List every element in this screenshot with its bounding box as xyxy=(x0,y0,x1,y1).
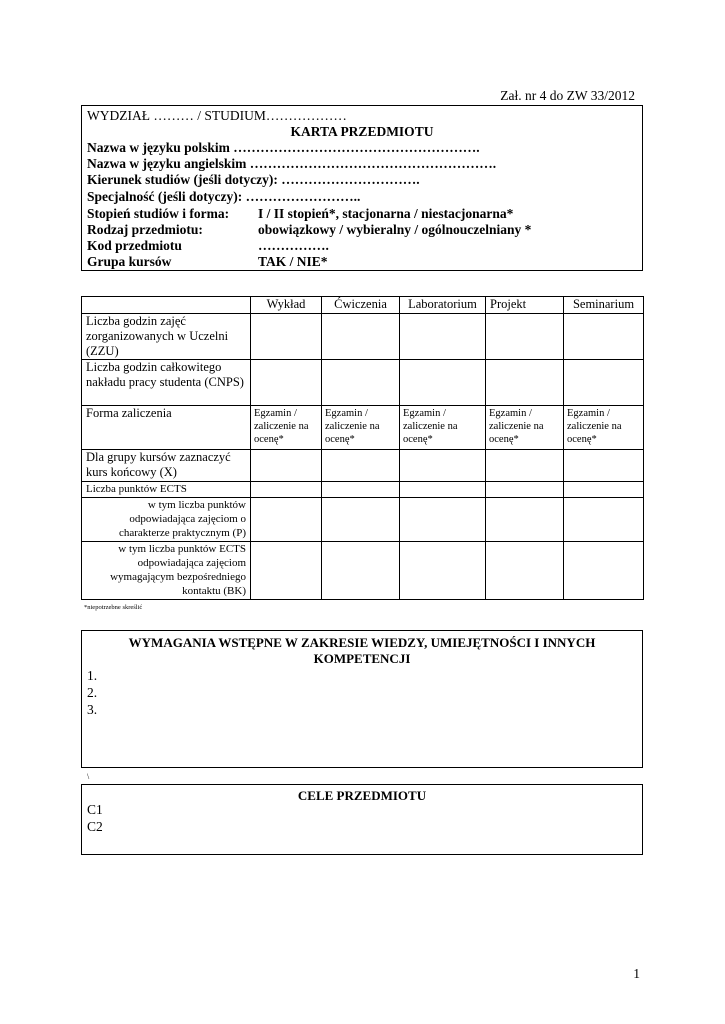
card-title: KARTA PRZEDMIOTU xyxy=(290,124,434,139)
row-label-cnps: Liczba godzin całkowitego nakładu pracy studenta (CNPS) xyxy=(82,360,251,406)
table-cell[interactable] xyxy=(400,450,486,482)
row-label-zzu: Liczba godzin zajęć zorganizowanych w Uczelni (ZZU) xyxy=(82,314,251,360)
table-cell[interactable] xyxy=(322,498,400,542)
objectives-title: CELE PRZEDMIOTU xyxy=(297,788,427,803)
table-cell[interactable] xyxy=(486,360,564,406)
table-cell[interactable] xyxy=(322,450,400,482)
table-header-row xyxy=(82,297,644,314)
form-value-lecture[interactable]: Egzamin / zaliczenie na ocenę* xyxy=(251,406,322,450)
table-cell[interactable] xyxy=(322,542,400,600)
table-cell[interactable] xyxy=(564,360,644,406)
table-cell[interactable] xyxy=(322,482,400,498)
row-label-practical: w tym liczba punktów odpowiadająca zajęciom o charakterze praktycznym (P) xyxy=(82,498,251,542)
field-course-group-value: TAK / NIE* xyxy=(258,254,328,269)
list-item: 3. xyxy=(87,702,98,717)
table-cell[interactable] xyxy=(564,314,644,360)
table-cell[interactable] xyxy=(564,450,644,482)
course-card-header-box xyxy=(81,105,643,271)
field-degree-label: Stopień studiów i forma: xyxy=(87,206,230,221)
table-cell[interactable] xyxy=(564,542,644,600)
column-header-exercises: Ćwiczenia xyxy=(322,297,400,314)
table-row xyxy=(82,314,644,360)
list-item: 1. xyxy=(87,668,98,683)
table-cell[interactable] xyxy=(400,482,486,498)
table-cell[interactable] xyxy=(322,360,400,406)
field-specialization-label: Specjalność (jeśli dotyczy): …………………….. xyxy=(87,189,361,204)
prerequisites-title: WYMAGANIA WSTĘPNE W ZAKRESIE WIEDZY, UMIEJĘTNOŚCI I INNYCH KOMPETENCJI xyxy=(128,635,596,666)
prerequisites-box xyxy=(81,630,643,768)
field-degree-value: I / II stopień*, stacjonarna / niestacjonarna* xyxy=(258,206,514,221)
prerequisites-list xyxy=(87,667,97,718)
table-cell[interactable] xyxy=(251,498,322,542)
table-row xyxy=(82,450,644,482)
table-cell[interactable] xyxy=(251,450,322,482)
table-cell[interactable] xyxy=(400,314,486,360)
field-polish-name-label: Nazwa w języku polskim ………………………………………………. xyxy=(87,140,480,155)
stray-mark: \ xyxy=(87,772,90,781)
table-row xyxy=(82,498,644,542)
table-cell[interactable] xyxy=(486,314,564,360)
row-label-form: Forma zaliczenia xyxy=(82,406,251,450)
list-item: C1 xyxy=(87,802,103,817)
form-value-laboratory[interactable]: Egzamin / zaliczenie na ocenę* xyxy=(400,406,486,450)
column-header-laboratory: Laboratorium xyxy=(400,297,486,314)
table-row xyxy=(82,360,644,406)
form-value-seminar[interactable]: Egzamin / zaliczenie na ocenę* xyxy=(564,406,644,450)
column-header-project: Projekt xyxy=(486,297,564,314)
table-cell[interactable] xyxy=(322,314,400,360)
list-item: 2. xyxy=(87,685,98,700)
form-value-exercises[interactable]: Egzamin / zaliczenie na ocenę* xyxy=(322,406,400,450)
field-field-of-study-label: Kierunek studiów (jeśli dotyczy): …………………………. xyxy=(87,172,420,187)
hours-table xyxy=(81,296,644,600)
faculty-line: WYDZIAŁ ……… / STUDIUM……………… xyxy=(87,108,347,123)
field-course-group-label: Grupa kursów xyxy=(87,254,172,269)
table-cell[interactable] xyxy=(251,360,322,406)
row-label-ects: Liczba punktów ECTS xyxy=(82,482,251,498)
field-course-code-value: ……………. xyxy=(258,238,329,253)
table-cell[interactable] xyxy=(564,482,644,498)
table-cell[interactable] xyxy=(486,542,564,600)
table-row xyxy=(82,406,644,450)
field-course-type-label: Rodzaj przedmiotu: xyxy=(87,222,203,237)
table-cell[interactable] xyxy=(486,482,564,498)
table-cell[interactable] xyxy=(486,498,564,542)
table-cell[interactable] xyxy=(400,542,486,600)
column-header-lecture: Wykład xyxy=(251,297,322,314)
attachment-reference: Zał. nr 4 do ZW 33/2012 xyxy=(500,88,635,103)
row-label-group: Dla grupy kursów zaznaczyć kurs końcowy (X) xyxy=(82,450,251,482)
table-cell[interactable] xyxy=(251,314,322,360)
objectives-box xyxy=(81,784,643,855)
table-cell[interactable] xyxy=(400,360,486,406)
objectives-list xyxy=(87,801,103,835)
field-english-name-label: Nazwa w języku angielskim ………………………………………………. xyxy=(87,156,497,171)
table-cell[interactable] xyxy=(400,498,486,542)
table-corner-cell xyxy=(82,297,251,314)
page-number: 1 xyxy=(633,966,640,981)
column-header-seminar: Seminarium xyxy=(564,297,644,314)
table-cell[interactable] xyxy=(564,498,644,542)
field-course-code-label: Kod przedmiotu xyxy=(87,238,182,253)
row-label-direct-contact: w tym liczba punktów ECTS odpowiadająca zajęciom wymagającym bezpośredniego kontaktu (BK) xyxy=(82,542,251,600)
table-row xyxy=(82,542,644,600)
table-cell[interactable] xyxy=(251,482,322,498)
footnote: *niepotrzebne skreślić xyxy=(84,604,143,611)
form-value-project[interactable]: Egzamin / zaliczenie na ocenę* xyxy=(486,406,564,450)
table-cell[interactable] xyxy=(251,542,322,600)
table-row xyxy=(82,482,644,498)
field-course-type-value: obowiązkowy / wybieralny / ogólnouczelniany * xyxy=(258,222,532,237)
table-cell[interactable] xyxy=(486,450,564,482)
list-item: C2 xyxy=(87,819,103,834)
